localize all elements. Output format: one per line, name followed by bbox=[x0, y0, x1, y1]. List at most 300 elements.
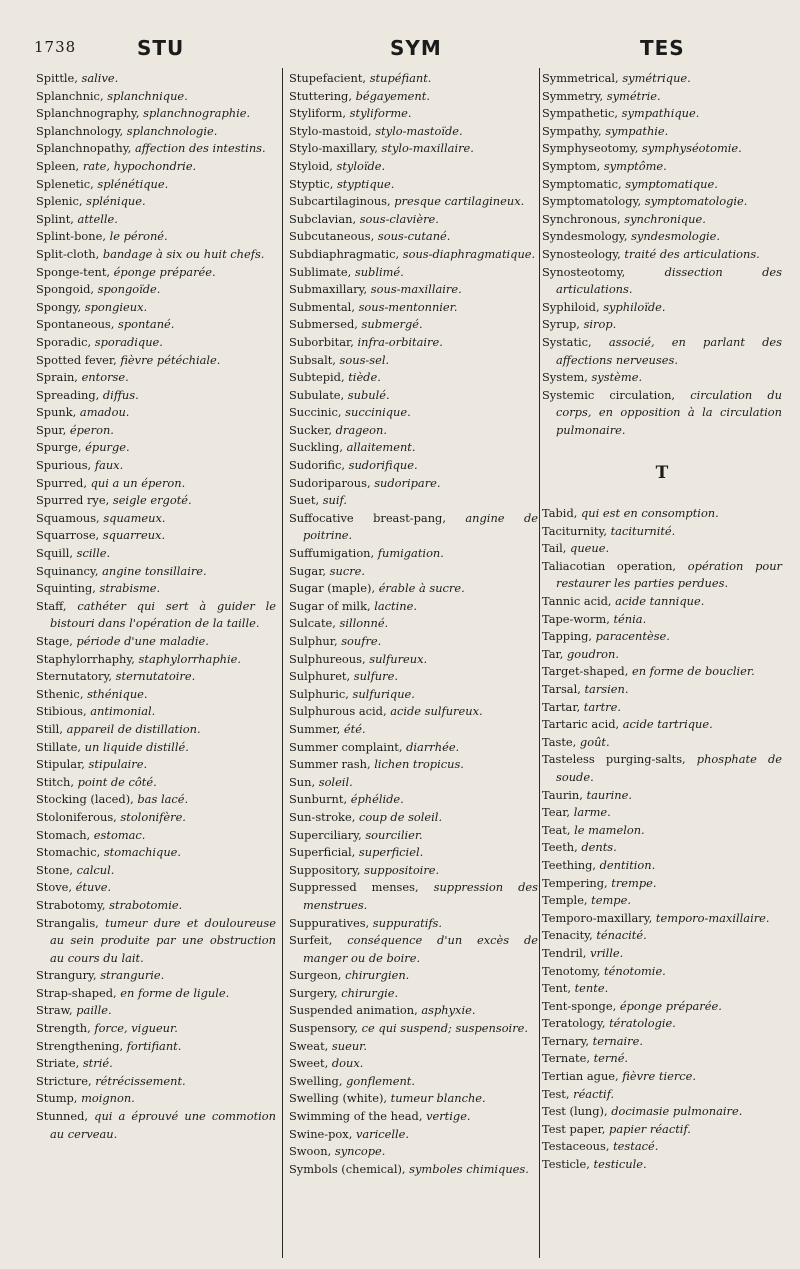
entry-term: Tent, bbox=[542, 981, 575, 996]
dictionary-entry bbox=[542, 998, 782, 1016]
dictionary-entry bbox=[542, 734, 782, 752]
dictionary-entry bbox=[36, 264, 276, 282]
entry-term: Surgery, bbox=[289, 985, 342, 1000]
entry-term: Suspended animation, bbox=[289, 1003, 422, 1018]
entry-translation: fortifiant. bbox=[126, 1038, 182, 1053]
entry-term: Sulcate, bbox=[289, 616, 340, 631]
section-letter: T bbox=[655, 463, 669, 484]
entry-translation: presque cartilagineux. bbox=[394, 194, 525, 209]
entry-translation: sillonné. bbox=[339, 616, 389, 631]
dictionary-entry bbox=[36, 123, 276, 141]
dictionary-entry bbox=[36, 475, 276, 493]
dictionary-entry bbox=[36, 598, 276, 633]
entry-translation: syncope. bbox=[334, 1144, 386, 1159]
entry-translation: temporo-maxillaire. bbox=[655, 910, 770, 925]
entry-term: Tarsal, bbox=[542, 682, 585, 696]
entry-term: Symmetry, bbox=[542, 88, 607, 103]
entry-term: Tenotomy, bbox=[542, 963, 605, 978]
running-head-left: STU bbox=[137, 36, 185, 60]
entry-term: Spotted fever, bbox=[36, 352, 121, 367]
entry-term: Spongy, bbox=[36, 299, 85, 314]
dictionary-entry bbox=[542, 140, 782, 158]
entry-term: Suet, bbox=[289, 493, 323, 508]
running-head-right: TES bbox=[640, 36, 685, 60]
entry-term: Suffumigation, bbox=[289, 546, 378, 561]
entry-translation: cathéter qui sert à guider le bistouri dans l'opération de la taille. bbox=[50, 598, 276, 631]
entry-translation: sublimé. bbox=[354, 264, 404, 279]
entry-translation: staphylorrhaphie. bbox=[138, 651, 241, 666]
entry-translation: tartre. bbox=[583, 699, 621, 714]
entry-translation: diffus. bbox=[102, 387, 139, 402]
entry-translation: scille. bbox=[76, 546, 111, 561]
entry-translation: amadou. bbox=[79, 405, 130, 420]
dictionary-entry bbox=[542, 316, 782, 334]
dictionary-entry bbox=[542, 699, 782, 717]
entry-term: Spontaneous, bbox=[36, 317, 119, 332]
entry-translation: été. bbox=[343, 721, 366, 736]
dictionary-entry bbox=[542, 875, 782, 893]
entry-translation: symptomatique. bbox=[625, 176, 718, 191]
entry-translation: trempe. bbox=[611, 875, 657, 890]
dictionary-entry bbox=[36, 105, 276, 123]
dictionary-entry bbox=[289, 299, 538, 317]
dictionary-entry bbox=[36, 404, 276, 422]
entry-term: Sunburnt, bbox=[289, 792, 351, 807]
entry-translation: fumigation. bbox=[377, 546, 444, 561]
dictionary-entry bbox=[289, 598, 538, 616]
entry-translation: sudoripare. bbox=[374, 475, 441, 490]
dictionary-entry bbox=[542, 839, 782, 857]
dictionary-entry bbox=[289, 703, 538, 721]
dictionary-entry bbox=[289, 774, 538, 792]
dictionary-entry bbox=[542, 176, 782, 194]
entry-translation: réactif. bbox=[573, 1086, 615, 1101]
entry-translation: qui est en consomption. bbox=[580, 506, 719, 521]
dictionary-entry bbox=[289, 985, 538, 1003]
entry-translation: bandage à six ou huit chefs. bbox=[102, 246, 265, 261]
entry-translation: stomachique. bbox=[103, 845, 182, 860]
dictionary-entry bbox=[289, 967, 538, 985]
entry-term: Subtepid, bbox=[289, 370, 349, 385]
dictionary-entry bbox=[542, 593, 782, 611]
dictionary-entry bbox=[289, 932, 538, 967]
entry-translation: antimonial. bbox=[90, 704, 156, 719]
dictionary-entry bbox=[36, 299, 276, 317]
entry-term: Subclavian, bbox=[289, 211, 360, 226]
dictionary-entry bbox=[36, 633, 276, 651]
entry-translation: docimasie pulmonaire. bbox=[611, 1104, 743, 1119]
entry-term: Swelling, bbox=[289, 1073, 347, 1088]
entry-term: Subcutaneous, bbox=[289, 229, 378, 244]
entry-term: Symptomatology, bbox=[542, 194, 645, 209]
dictionary-entry bbox=[542, 505, 782, 523]
entry-translation: chirurgie. bbox=[341, 985, 399, 1000]
entry-term: Sulphuric, bbox=[289, 686, 353, 701]
entry-term: Tapping, bbox=[542, 629, 596, 644]
entry-translation: symétrique. bbox=[622, 71, 691, 85]
entry-term: Swine-pox, bbox=[289, 1126, 356, 1141]
entry-translation: rétrécissement. bbox=[95, 1073, 186, 1088]
entry-term: Sublimate, bbox=[289, 264, 355, 279]
entry-translation: styptique. bbox=[336, 176, 395, 191]
entry-translation: sympathie. bbox=[605, 123, 669, 138]
dictionary-entry bbox=[542, 369, 782, 387]
entry-translation: sous-diaphragmatique. bbox=[402, 246, 536, 261]
entry-translation: vrille. bbox=[590, 945, 624, 960]
entry-term: Systatic, bbox=[542, 334, 609, 349]
entry-term: Sprain, bbox=[36, 370, 82, 385]
entry-term: Stibious, bbox=[36, 704, 91, 719]
entry-translation: squameux. bbox=[103, 510, 166, 525]
entry-term: Striate, bbox=[36, 1056, 83, 1071]
dictionary-entry bbox=[289, 686, 538, 704]
entry-translation: angine tonsillaire. bbox=[102, 563, 207, 578]
entry-term: Superciliary, bbox=[289, 827, 366, 842]
dictionary-entry bbox=[542, 1068, 782, 1086]
entry-translation: sternutatoire. bbox=[115, 669, 196, 684]
entry-translation: suif. bbox=[322, 493, 347, 508]
entry-translation: goudron. bbox=[566, 646, 619, 661]
entry-translation: lichen tropicus. bbox=[374, 757, 464, 772]
entry-translation: splénique. bbox=[86, 194, 146, 209]
entry-translation: taciturnité. bbox=[610, 523, 676, 538]
entry-translation: fièvre tierce. bbox=[622, 1069, 697, 1084]
entry-translation: tératologie. bbox=[609, 1016, 676, 1031]
dictionary-entry bbox=[36, 281, 276, 299]
entry-translation: sous-cutané. bbox=[377, 229, 451, 244]
dictionary-entry bbox=[542, 980, 782, 998]
entry-term: Tabid, bbox=[542, 506, 581, 521]
dictionary-entry bbox=[36, 897, 276, 915]
entry-term: Sudoriparous, bbox=[289, 475, 375, 490]
entry-translation: sous-mentonnier. bbox=[358, 299, 458, 314]
entry-term: Strap-shaped, bbox=[36, 985, 121, 1000]
entry-translation: faux. bbox=[94, 458, 124, 473]
entry-translation: symptomatologie. bbox=[644, 194, 748, 209]
entry-term: Sucker, bbox=[289, 422, 336, 437]
dictionary-entry bbox=[36, 527, 276, 545]
entry-translation: éponge préparée. bbox=[619, 998, 722, 1013]
entry-term: Splanchnography, bbox=[36, 106, 144, 121]
dictionary-entry bbox=[542, 123, 782, 141]
entry-translation: en forme de ligule. bbox=[120, 985, 230, 1000]
entry-translation: suppositoire. bbox=[364, 862, 440, 877]
entry-translation: splanchnique. bbox=[107, 88, 188, 103]
entry-translation: strabotomie. bbox=[109, 897, 183, 912]
entry-translation: bas lacé. bbox=[137, 792, 189, 807]
entry-term: Split-cloth, bbox=[36, 246, 103, 261]
entry-term: Spunk, bbox=[36, 405, 80, 420]
entry-translation: bégayement. bbox=[355, 88, 430, 103]
entry-translation: angine de poitrine. bbox=[303, 510, 538, 543]
entry-term: Sudorific, bbox=[289, 458, 349, 473]
entry-translation: paracentèse. bbox=[595, 629, 670, 644]
entry-translation: conséquence d'un excès de manger ou de boire. bbox=[303, 933, 538, 965]
dictionary-entry bbox=[289, 457, 538, 475]
entry-translation: symboles chimiques. bbox=[409, 1161, 529, 1176]
dictionary-entry bbox=[542, 681, 782, 699]
entry-term: Styloid, bbox=[289, 158, 337, 173]
entry-term: Synchronous, bbox=[542, 211, 625, 226]
dictionary-entry bbox=[289, 352, 538, 370]
entry-translation: tempe. bbox=[591, 893, 631, 908]
entry-term: Sweet, bbox=[289, 1056, 332, 1071]
entry-term: Splint, bbox=[36, 211, 78, 226]
dictionary-entry bbox=[36, 545, 276, 563]
dictionary-entry bbox=[36, 1038, 276, 1056]
dictionary-entry bbox=[36, 1108, 276, 1143]
entry-term: Synosteology, bbox=[542, 246, 625, 261]
entry-term: Swimming of the head, bbox=[289, 1109, 427, 1124]
dictionary-entry bbox=[289, 915, 538, 933]
entry-translation: squarreux. bbox=[102, 528, 166, 543]
dictionary-entry bbox=[36, 352, 276, 370]
entry-term: Suppressed menses, bbox=[289, 880, 434, 895]
entry-translation: testacé. bbox=[613, 1139, 659, 1154]
entry-term: Testaceous, bbox=[542, 1139, 614, 1154]
entry-translation: diarrhée. bbox=[406, 739, 460, 754]
entry-translation: rate, hypochondrie. bbox=[82, 158, 197, 173]
dictionary-entry bbox=[289, 158, 538, 176]
dictionary-entry bbox=[289, 105, 538, 123]
dictionary-entry bbox=[36, 492, 276, 510]
entry-translation: phosphate de soude. bbox=[556, 752, 782, 784]
entry-term: Subdiaphragmatic, bbox=[289, 246, 403, 261]
dictionary-entry bbox=[542, 228, 782, 246]
entry-term: Sugar of milk, bbox=[289, 598, 375, 613]
entry-term: Sun, bbox=[289, 774, 319, 789]
entry-translation: moignon. bbox=[81, 1091, 135, 1106]
entry-translation: strabisme. bbox=[99, 581, 161, 596]
entry-translation: gonflement. bbox=[346, 1073, 415, 1088]
dictionary-entry bbox=[36, 844, 276, 862]
entry-term: Symbols (chemical), bbox=[289, 1161, 410, 1176]
dictionary-entry bbox=[36, 1002, 276, 1020]
dictionary-entry bbox=[36, 668, 276, 686]
entry-term: Tendril, bbox=[542, 945, 591, 960]
dictionary-entry bbox=[289, 387, 538, 405]
dictionary-entry bbox=[36, 211, 276, 229]
entry-term: Suppository, bbox=[289, 862, 365, 877]
entry-term: Squinancy, bbox=[36, 563, 103, 578]
entry-translation: lactine. bbox=[374, 598, 417, 613]
dictionary-entry bbox=[36, 774, 276, 792]
dictionary-entry bbox=[36, 580, 276, 598]
dictionary-entry bbox=[542, 927, 782, 945]
entry-term: Stomachic, bbox=[36, 845, 104, 860]
entry-translation: acide tartrique. bbox=[622, 717, 713, 732]
dictionary-entry bbox=[289, 211, 538, 229]
dictionary-entry bbox=[289, 475, 538, 493]
dictionary-entry bbox=[289, 334, 538, 352]
entry-translation: acide sulfureux. bbox=[390, 704, 483, 719]
dictionary-entry bbox=[36, 158, 276, 176]
entry-term: Stupefacient, bbox=[289, 71, 370, 85]
entry-term: Spurred rye, bbox=[36, 493, 113, 508]
dictionary-entry bbox=[289, 827, 538, 845]
dictionary-entry bbox=[542, 892, 782, 910]
dictionary-entry bbox=[542, 299, 782, 317]
entry-term: Superficial, bbox=[289, 845, 359, 860]
entry-translation: stylo-maxillaire. bbox=[381, 141, 474, 156]
dictionary-entry bbox=[289, 316, 538, 334]
entry-term: Test (lung), bbox=[542, 1104, 612, 1119]
dictionary-entry bbox=[542, 387, 782, 440]
entry-term: Stuttering, bbox=[289, 88, 356, 103]
entry-term: Stylo-mastoid, bbox=[289, 123, 376, 138]
dictionary-entry bbox=[36, 1055, 276, 1073]
entry-term: Teratology, bbox=[542, 1016, 610, 1031]
dictionary-entry bbox=[542, 158, 782, 176]
entry-translation: stipulaire. bbox=[88, 757, 148, 772]
dictionary-entry bbox=[289, 668, 538, 686]
dictionary-entry bbox=[36, 176, 276, 194]
entry-translation: sympathique. bbox=[621, 106, 700, 121]
entry-term: Target-shaped, bbox=[542, 664, 632, 679]
entry-term: Tannic acid, bbox=[542, 594, 616, 609]
entry-term: Strabotomy, bbox=[36, 897, 110, 912]
page-number: 1738 bbox=[34, 38, 77, 56]
dictionary-entry bbox=[289, 1038, 538, 1056]
entry-term: Sympathetic, bbox=[542, 106, 622, 121]
entry-term: Sympathy, bbox=[542, 123, 606, 138]
column-right bbox=[542, 70, 782, 1174]
entry-term: Spittle, bbox=[36, 71, 82, 85]
entry-term: Surgeon, bbox=[289, 968, 346, 983]
entry-translation: éphélide. bbox=[350, 792, 404, 807]
entry-translation: succinique. bbox=[345, 405, 411, 420]
entry-translation: sous-maxillaire. bbox=[370, 282, 462, 297]
dictionary-entry bbox=[289, 1002, 538, 1020]
dictionary-entry bbox=[36, 985, 276, 1003]
entry-term: Stocking (laced), bbox=[36, 792, 138, 807]
entry-term: Stoloniferous, bbox=[36, 809, 121, 824]
dictionary-entry bbox=[289, 1020, 538, 1038]
entry-translation: période d'une maladie. bbox=[76, 634, 209, 648]
entry-term: Still, bbox=[36, 721, 67, 736]
dictionary-entry bbox=[36, 1090, 276, 1108]
dictionary-entry bbox=[542, 334, 782, 369]
entry-term: Sulphurous acid, bbox=[289, 704, 391, 719]
entry-term: Test paper, bbox=[542, 1121, 610, 1136]
dictionary-entry bbox=[542, 105, 782, 123]
dictionary-entry bbox=[289, 176, 538, 194]
entry-translation: qui a éprouvé une commotion au cerveau. bbox=[50, 1109, 276, 1141]
entry-translation: tumeur dure et douloureuse au sein produite par une obstruction au cours du lait. bbox=[50, 915, 276, 965]
entry-translation: styloïde. bbox=[336, 158, 386, 173]
dictionary-entry bbox=[289, 1143, 538, 1161]
entry-translation: symétrie. bbox=[606, 88, 661, 103]
entry-translation: tente. bbox=[574, 981, 609, 996]
entry-translation: sourcilier. bbox=[365, 827, 423, 842]
entry-term: Tertian ague, bbox=[542, 1069, 623, 1084]
entry-translation: sporadique. bbox=[94, 334, 163, 349]
entry-translation: doux. bbox=[331, 1056, 364, 1071]
dictionary-entry bbox=[289, 193, 538, 211]
dictionary-entry bbox=[289, 615, 538, 633]
column-divider bbox=[282, 68, 283, 1258]
dictionary-entry bbox=[289, 369, 538, 387]
entry-translation: superficiel. bbox=[358, 845, 424, 860]
entry-term: Splenic, bbox=[36, 194, 87, 209]
dictionary-entry bbox=[542, 1121, 782, 1139]
dictionary-entry bbox=[289, 281, 538, 299]
entry-term: Splanchnology, bbox=[36, 123, 127, 138]
entry-term: Staphylorrhaphy, bbox=[36, 651, 139, 666]
entry-term: Summer rash, bbox=[289, 757, 375, 772]
entry-term: Stone, bbox=[36, 862, 77, 877]
dictionary-entry bbox=[289, 844, 538, 862]
dictionary-entry bbox=[36, 563, 276, 581]
entry-translation: éperon. bbox=[69, 422, 114, 437]
entry-term: Symptomatic, bbox=[542, 176, 626, 191]
dictionary-entry bbox=[542, 523, 782, 541]
entry-term: Submaxillary, bbox=[289, 282, 371, 297]
entry-translation: paille. bbox=[76, 1003, 112, 1018]
entry-translation: appareil de distillation. bbox=[66, 721, 201, 736]
dictionary-entry bbox=[289, 88, 538, 106]
dictionary-entry bbox=[289, 1108, 538, 1126]
dictionary-entry bbox=[289, 809, 538, 827]
entry-translation: drageon. bbox=[335, 422, 387, 437]
entry-term: Sthenic, bbox=[36, 686, 88, 701]
dictionary-entry bbox=[36, 457, 276, 475]
entry-term: Summer, bbox=[289, 721, 344, 736]
entry-translation: sous-sel. bbox=[339, 352, 390, 367]
entry-translation: force, vigueur. bbox=[94, 1021, 178, 1036]
entry-translation: acide tannique. bbox=[615, 594, 705, 609]
entry-translation: tiède. bbox=[348, 370, 381, 385]
entry-term: Symphyseotomy, bbox=[542, 141, 642, 156]
entry-translation: stylo-mastoïde. bbox=[375, 123, 463, 138]
entry-term: Submersed, bbox=[289, 317, 362, 332]
dictionary-entry bbox=[36, 228, 276, 246]
dictionary-entry bbox=[289, 1055, 538, 1073]
entry-term: Surfeit, bbox=[289, 933, 348, 948]
entry-translation: symptôme. bbox=[603, 158, 667, 173]
entry-term: Suspensory, bbox=[289, 1021, 362, 1036]
dictionary-entry bbox=[542, 1103, 782, 1121]
entry-translation: sirop. bbox=[583, 317, 617, 332]
dictionary-entry bbox=[542, 646, 782, 664]
entry-translation: estomac. bbox=[93, 827, 146, 842]
entry-translation: calcul. bbox=[76, 862, 115, 877]
entry-term: Spurge, bbox=[36, 440, 86, 455]
entry-translation: en forme de bouclier. bbox=[631, 664, 755, 679]
entry-translation: goût. bbox=[579, 734, 610, 749]
entry-term: Spreading, bbox=[36, 387, 103, 402]
entry-translation: spontané. bbox=[118, 317, 175, 332]
entry-translation: ténotomie. bbox=[604, 963, 666, 978]
dictionary-entry bbox=[289, 791, 538, 809]
entry-term: Strangalis, bbox=[36, 915, 106, 930]
dictionary-entry bbox=[542, 1015, 782, 1033]
entry-translation: système. bbox=[591, 370, 643, 385]
entry-translation: sudorifique. bbox=[348, 458, 418, 473]
dictionary-entry bbox=[289, 1073, 538, 1091]
entry-term: Tenacity, bbox=[542, 928, 597, 943]
entry-translation: associé, en parlant des affections nerveuses. bbox=[556, 334, 783, 367]
dictionary-entry bbox=[289, 492, 538, 510]
entry-term: Synosteotomy, bbox=[542, 264, 665, 279]
entry-term: Tartar, bbox=[542, 699, 584, 714]
dictionary-entry bbox=[289, 651, 538, 669]
dictionary-entry bbox=[289, 633, 538, 651]
dictionary-entry bbox=[36, 387, 276, 405]
dictionary-entry bbox=[289, 1126, 538, 1144]
dictionary-entry bbox=[36, 140, 276, 158]
entry-translation: suppuratifs. bbox=[372, 915, 443, 930]
